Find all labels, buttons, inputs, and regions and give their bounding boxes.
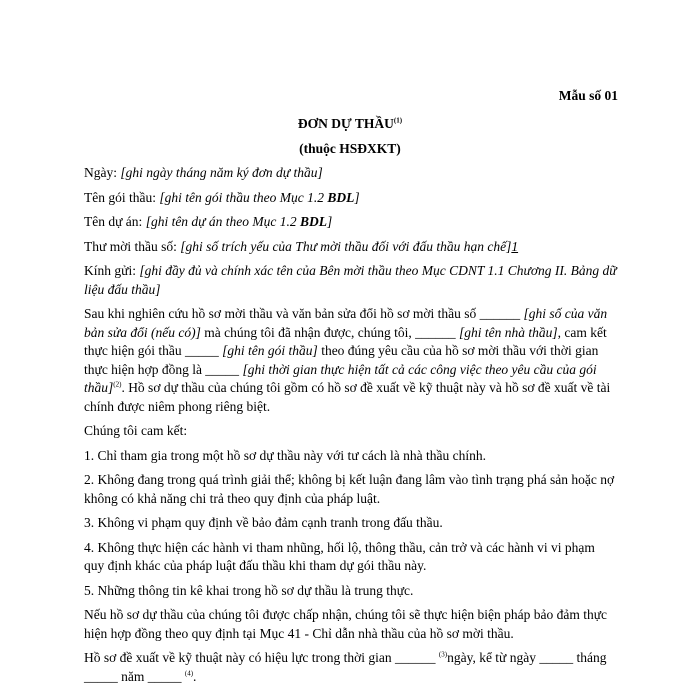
acceptance-paragraph: Nếu hồ sơ dự thầu của chúng tôi được chấp nhận, chúng tôi sẽ thực hiện biện pháp bảo đảm thực hiện hợp đồng theo quy định tại Mục 41 - Chỉ dẫn nhà thầu của hồ sơ mời thầu. [84, 607, 608, 641]
date-label: Ngày: [84, 165, 121, 180]
title-footnote-ref: (1) [393, 116, 403, 125]
duration-placeholder: [ghi thời gian thực hiện tất cả các công việc theo yêu cầu của gói thầu] [84, 361, 597, 395]
recipient-label: Kính gửi: [84, 263, 140, 278]
package-line [84, 189, 617, 208]
intro-text-2: mà chúng tôi đã nhận được, chúng tôi, ______ [200, 324, 460, 340]
invitation-placeholder: [ghi số trích yếu của Thư mời thầu đối với đấu thầu hạn chế] [180, 238, 512, 254]
amendment-placeholder: [ghi số của văn bản sửa đổi (nếu có)] [84, 306, 608, 340]
commitment-item: 1. Chỉ tham gia trong một hồ sơ dự thầu này với tư cách là nhà thầu chính. [84, 447, 486, 463]
commitment-item: 2. Không đang trong quá trình giải thể; không bị kết luận đang lâm vào tình trạng phá sản hoặc nợ không có khả năng chi trả theo quy định của pháp luật. [84, 472, 615, 506]
document-title [0, 116, 700, 132]
project-placeholder-end: ] [327, 214, 333, 229]
package-label: Tên gói thầu: [84, 189, 160, 205]
contractor-placeholder: [ghi tên nhà thầu] [459, 324, 558, 340]
project-placeholder-text: [ghi tên dự án theo Mục 1.2 [145, 214, 301, 229]
footnote-ref-2: (2) [113, 380, 122, 389]
project-placeholder [146, 214, 333, 229]
validity-text-1: Hồ sơ đề xuất về kỹ thuật này có hiệu lực trong thời gian ______ [84, 650, 439, 665]
recipient-line [84, 262, 617, 299]
footnote-ref-4: (4) [184, 669, 194, 677]
document-subtitle: (thuộc HSĐXKT) [299, 141, 401, 156]
date-placeholder: [ghi ngày tháng năm ký đơn dự thầu] [120, 165, 323, 180]
intro-text-5: . Hồ sơ dự thầu của chúng tôi gồm có hồ sơ đề xuất về kỹ thuật này và hồ sơ đề xuất về tài chính được niêm phong riêng biệt. [84, 380, 611, 414]
project-line [84, 213, 617, 232]
intro-text-4: theo đúng yêu cầu của hồ sơ mời thầu với thời gian thực hiện hợp đồng là _____ [84, 343, 599, 377]
commitment-item: 5. Những thông tin kê khai trong hồ sơ dự thầu là trung thực. [84, 582, 414, 598]
package-placeholder-end: ] [354, 189, 360, 205]
recipient-placeholder: [ghi đầy đủ và chính xác tên của Bên mời thầu theo Mục CDNT 1.1 Chương II. Bảng dữ liệu đấu thầu] [84, 263, 617, 297]
date-line [84, 164, 617, 183]
invitation-line [84, 238, 617, 257]
package-placeholder-bold: BDL [327, 189, 355, 205]
package-name-placeholder: [ghi tên gói thầu] [222, 343, 318, 358]
intro-text-1: Sau khi nghiên cứu hồ sơ mời thầu và văn bản sửa đổi hồ sơ mời thầu số ______ [84, 306, 524, 321]
document-body [84, 164, 617, 692]
validity-text-3: . [193, 668, 197, 684]
invitation-label: Thư mời thầu số: [84, 238, 181, 254]
validity-text-2: ngày, kể từ ngày _____ tháng _____ năm _____ [84, 650, 607, 684]
package-placeholder [159, 190, 359, 205]
project-placeholder-bold: BDL [300, 214, 328, 229]
intro-paragraph [84, 305, 617, 416]
validity-paragraph [84, 649, 617, 686]
footnote-ref-3: (3) [438, 650, 448, 659]
form-number: Mẫu số 01 [558, 88, 618, 103]
intro-text-3: , cam kết thực hiện gói thầu _____ [84, 324, 607, 358]
commitment-heading: Chúng tôi cam kết: [84, 423, 188, 438]
project-label: Tên dự án: [84, 214, 146, 229]
commitment-item: 3. Không vi phạm quy định về bảo đảm cạnh tranh trong đấu thầu. [84, 515, 443, 530]
invitation-footnote-link[interactable]: 1 [511, 238, 519, 254]
commitment-item: 4. Không thực hiện các hành vi tham nhũng, hối lộ, thông thầu, cản trở và các hành vi vi phạm quy định khác của pháp luật đấu thầu khi tham dự gói thầu này. [84, 539, 595, 573]
package-placeholder-text: [ghi tên gói thầu theo Mục 1.2 [159, 189, 328, 205]
title-text: ĐƠN DỰ THẦU [297, 116, 394, 131]
